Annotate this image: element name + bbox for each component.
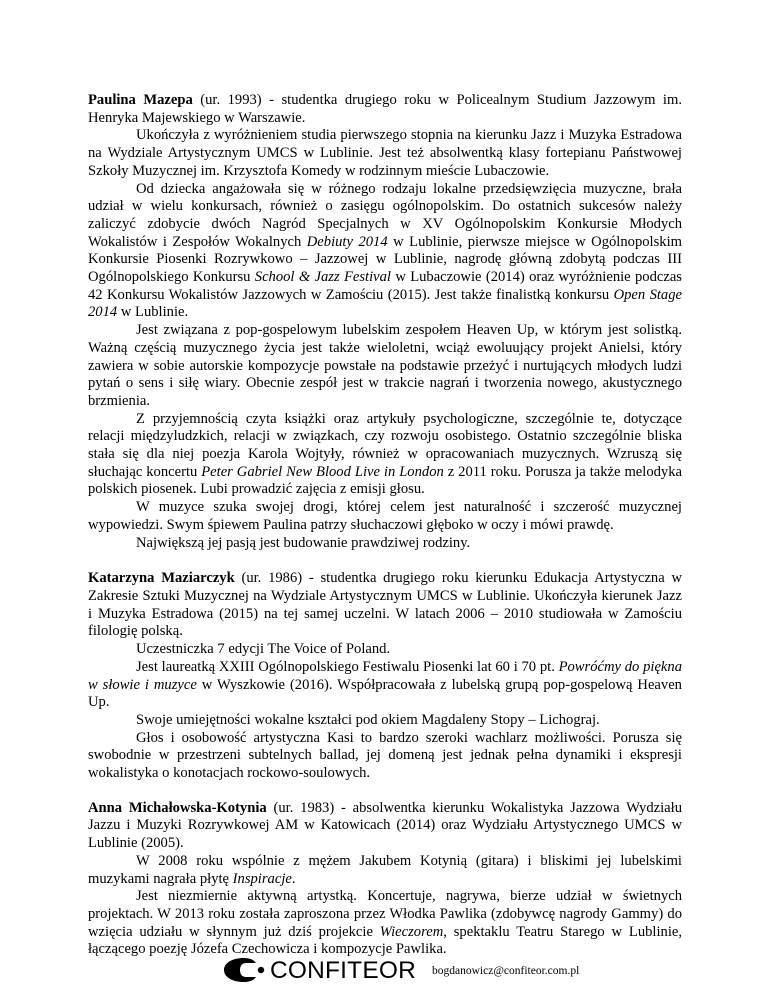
person-name: Anna Michałowska-Kotynia: [88, 799, 267, 816]
bio-paragraph: Jest laureatką XXIII Ogólnopolskiego Festiwalu Piosenki lat 60 i 70 pt. Powróćmy do piękna w słowie i muzyce w Wyszkowie (2016). Współpracowała z lubelską grupą pop-gospelową Heaven Up.: [88, 658, 682, 711]
footer: [222, 953, 642, 989]
person-name: Paulina Mazepa: [88, 92, 193, 108]
person-name: Katarzyna Maziarczyk: [88, 570, 235, 587]
bio-paragraph: W muzyce szuka swojej drogi, której celem jest naturalność i szczerość muzycznej wypowiedzi. Swym śpiewem Paulina patrzy słuchaczowi głęboko w oczy i mówi prawdę.: [88, 499, 682, 533]
bio-intro: Paulina Mazepa (ur. 1993) - studentka drugiego roku w Policealnym Studium Jazzowym im. Henryka Majewskiego w Warszawie.: [88, 92, 682, 126]
bio-paragraph: Uczestniczka 7 edycji The Voice of Poland.: [136, 641, 391, 658]
bio-paragraph: Swoje umiejętności wokalne kształci pod okiem Magdaleny Stopy – Lichograj.: [136, 711, 600, 728]
bio-paragraph: Od dziecka angażowała się w różnego rodzaju lokalne przedsięwzięcia muzyczne, brała udział w wielu konkursach, również o zasięgu ogólnopolskim. Do ostatnich sukcesów należy zaliczyć zdobycie dwóch Nagród Specjalnych w XV Ogólnopolskim Konkursie Młodych Wokalistów i Zespołów Wokalnych Debiuty 2014 w Lublinie, pierwsze miejsce w Ogólnopolskim Konkursie Piosenki Rozrywkowo – Jazzowej w Lublinie, nagrodę główną zdobytą podczas III Ogólnopolskiego Konkursu School & Jazz Festival w Lubaczowie (2014) oraz wyróżnienie podczas 42 Konkursu Wokalistów Jazzowych w Zamościu (2015). Jest także finalistką konkursu Open Stage 2014 w Lublinie.: [88, 180, 683, 321]
bio-paragraph: Z przyjemnością czyta książki oraz artykuły psychologiczne, szczególnie te, dotyczące relacji międzyludzkich, relacji w związkach, czy rozwoju osobistego. Ostatnio szczególnie bliska stała się dla niej poezja Karola Wojtyły, również w opracowaniach muzycznych. Wzruszą się słuchając koncertu Peter Gabriel New Blood Live in London z 2011 roku. Porusza ja także melodyka polskich piosenek. Lubi prowadzić zajęcia z emisji głosu.: [88, 410, 682, 498]
bio-intro: Katarzyna Maziarczyk (ur. 1986) - studentka drugiego roku kierunku Edukacja Artystyczna w Zakresie Sztuki Muzycznej na Wydziale Artystycznym UMCS w Lublinie. Ukończyła kierunek Jazz i Muzyka Estradowa (2015) na tej samej uczelni. W latach 2006 – 2010 studiowała w Zamościu filologię polską.: [88, 570, 682, 640]
bio-paragraph: Ukończyła z wyróżnieniem studia pierwszego stopnia na kierunku Jazz i Muzyka Estradowa na Wydziale Artystycznym UMCS w Lublinie. Jest też absolwentką klasy fortepianu Państwowej Szkoły Muzycznej im. Krzysztofa Komedy w rodzinnym mieście Lubaczowie.: [88, 127, 682, 179]
footer-email: bogdanowicz@confiteor.com.pl: [432, 965, 580, 977]
bio-intro: Anna Michałowska-Kotynia (ur. 1983) - absolwentka kierunku Wokalistyka Jazzowa Wydziału Jazzu i Muzyki Rozrywkowej AM w Katowicach (2014) oraz Wydziału Artystycznego UMCS w Lublinie (2005).: [88, 799, 682, 852]
bio-paragraph: W 2008 roku wspólnie z mężem Jakubem Kotynią (gitara) i bliskimi jej lubelskimi muzykami nagrała płytę Inspiracje.: [88, 852, 682, 887]
bio-paragraph: Jest związana z pop-gospelowym lubelskim zespołem Heaven Up, w którym jest solistką. Ważną częścią muzycznego życia jest także wieloletni, wciąż ewoluujący projekt Anielsi, który zawiera w sobie autorskie kompozycje powstałe na podstawie przeżyć i nurtujących młodych ludzi pytań o sens i siłę wiary. Obecnie zespół jest w trakcie nagrań i tworzenia nowego, akustycznego brzmienia.: [88, 322, 682, 409]
bio-paragraph: Największą jej pasją jest budowanie prawdziwej rodziny.: [136, 534, 471, 551]
bio-paragraph: Głos i osobowość artystyczna Kasi to bardzo szeroki wachlarz możliwości. Porusza się swobodnie w przestrzeni subtelnych ballad, jej domeną jest jednak pełna dynamiki i ekspresji wokalistyka o konotacjach rockowo-soulowych.: [88, 729, 682, 782]
logo-text: CONFITEOR: [270, 957, 417, 984]
confiteor-logo-icon: [222, 955, 266, 985]
bio-paragraph: Jest niezmiernie aktywną artystką. Koncertuje, nagrywa, bierze udział w świetnych projektach. W 2013 roku została zaproszona przez Włodka Pawlika (zdobywcę nagrody Gammy) do wzięcia udziału w słynnym już dziś projekcie Wieczorem, spektaklu Teatru Starego w Lublinie, łączącego poezję Józefa Czechowicza i kompozycje Pawlika.: [88, 888, 682, 958]
document-body: [88, 92, 682, 959]
